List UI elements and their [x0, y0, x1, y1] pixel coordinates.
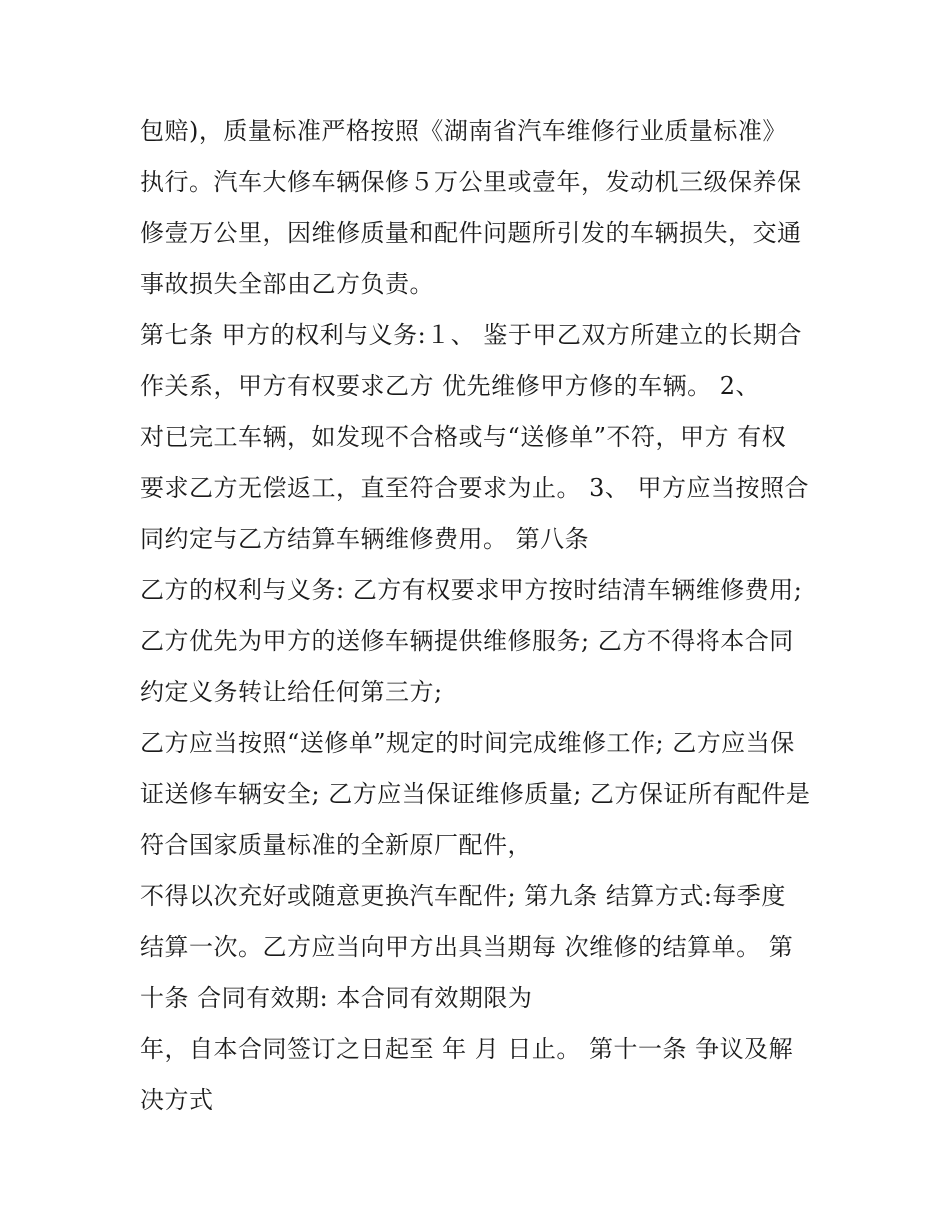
text-line-3: 修壹万公里，因维修质量和配件问题所引发的车辆损失，交通: [140, 219, 802, 247]
text-line-2: 执行。汽车大修车辆保修５万公里或壹年，发动机三级保养保: [140, 168, 802, 196]
text-line-7: 对已完工车辆，如发现不合格或与“送修单”不符，甲方 有权: [140, 423, 787, 451]
text-line-15: 符合国家质量标准的全新原厂配件，: [140, 831, 532, 859]
text-line-12: 约定义务转让给任何第三方;: [140, 678, 443, 706]
text-line-17: 结算一次。乙方应当向甲方出具当期每 次维修的结算单。 第: [140, 933, 794, 961]
text-line-10: 乙方的权利与义务: 乙方有权要求甲方按时结清车辆维修费用;: [140, 576, 803, 604]
text-line-20: 决方式: [140, 1086, 214, 1114]
text-line-18: 十条 合同有效期: 本合同有效期限为: [140, 984, 533, 1012]
text-line-16: 不得以次充好或随意更换汽车配件; 第九条 结算方式:每季度: [140, 882, 786, 910]
text-line-13: 乙方应当按照“送修单”规定的时间完成维修工作; 乙方应当保: [140, 729, 795, 757]
text-line-11: 乙方优先为甲方的送修车辆提供维修服务; 乙方不得将本合同: [140, 627, 794, 655]
text-line-9: 同约定与乙方结算车辆维修费用。 第八条: [140, 525, 590, 553]
text-line-6: 作关系，甲方有权要求乙方 优先维修甲方修的车辆。 2、: [140, 372, 761, 400]
text-line-4: 事故损失全部由乙方负责。: [140, 270, 434, 298]
text-line-8: 要求乙方无偿返工，直至符合要求为止。 3、 甲方应当按照合: [140, 474, 810, 502]
text-line-1: 包赔)，质量标准严格按照《湖南省汽车维修行业质量标准》: [140, 117, 787, 145]
text-line-5: 第七条 甲方的权利与义务:１、 鉴于甲乙双方所建立的长期合: [140, 321, 802, 349]
contract-text: [140, 106, 830, 1126]
text-line-14: 证送修车辆安全; 乙方应当保证维修质量; 乙方保证所有配件是: [140, 780, 811, 808]
text-line-19: 年，自本合同签订之日起至 年 月 日止。 第十一条 争议及解: [140, 1035, 794, 1063]
